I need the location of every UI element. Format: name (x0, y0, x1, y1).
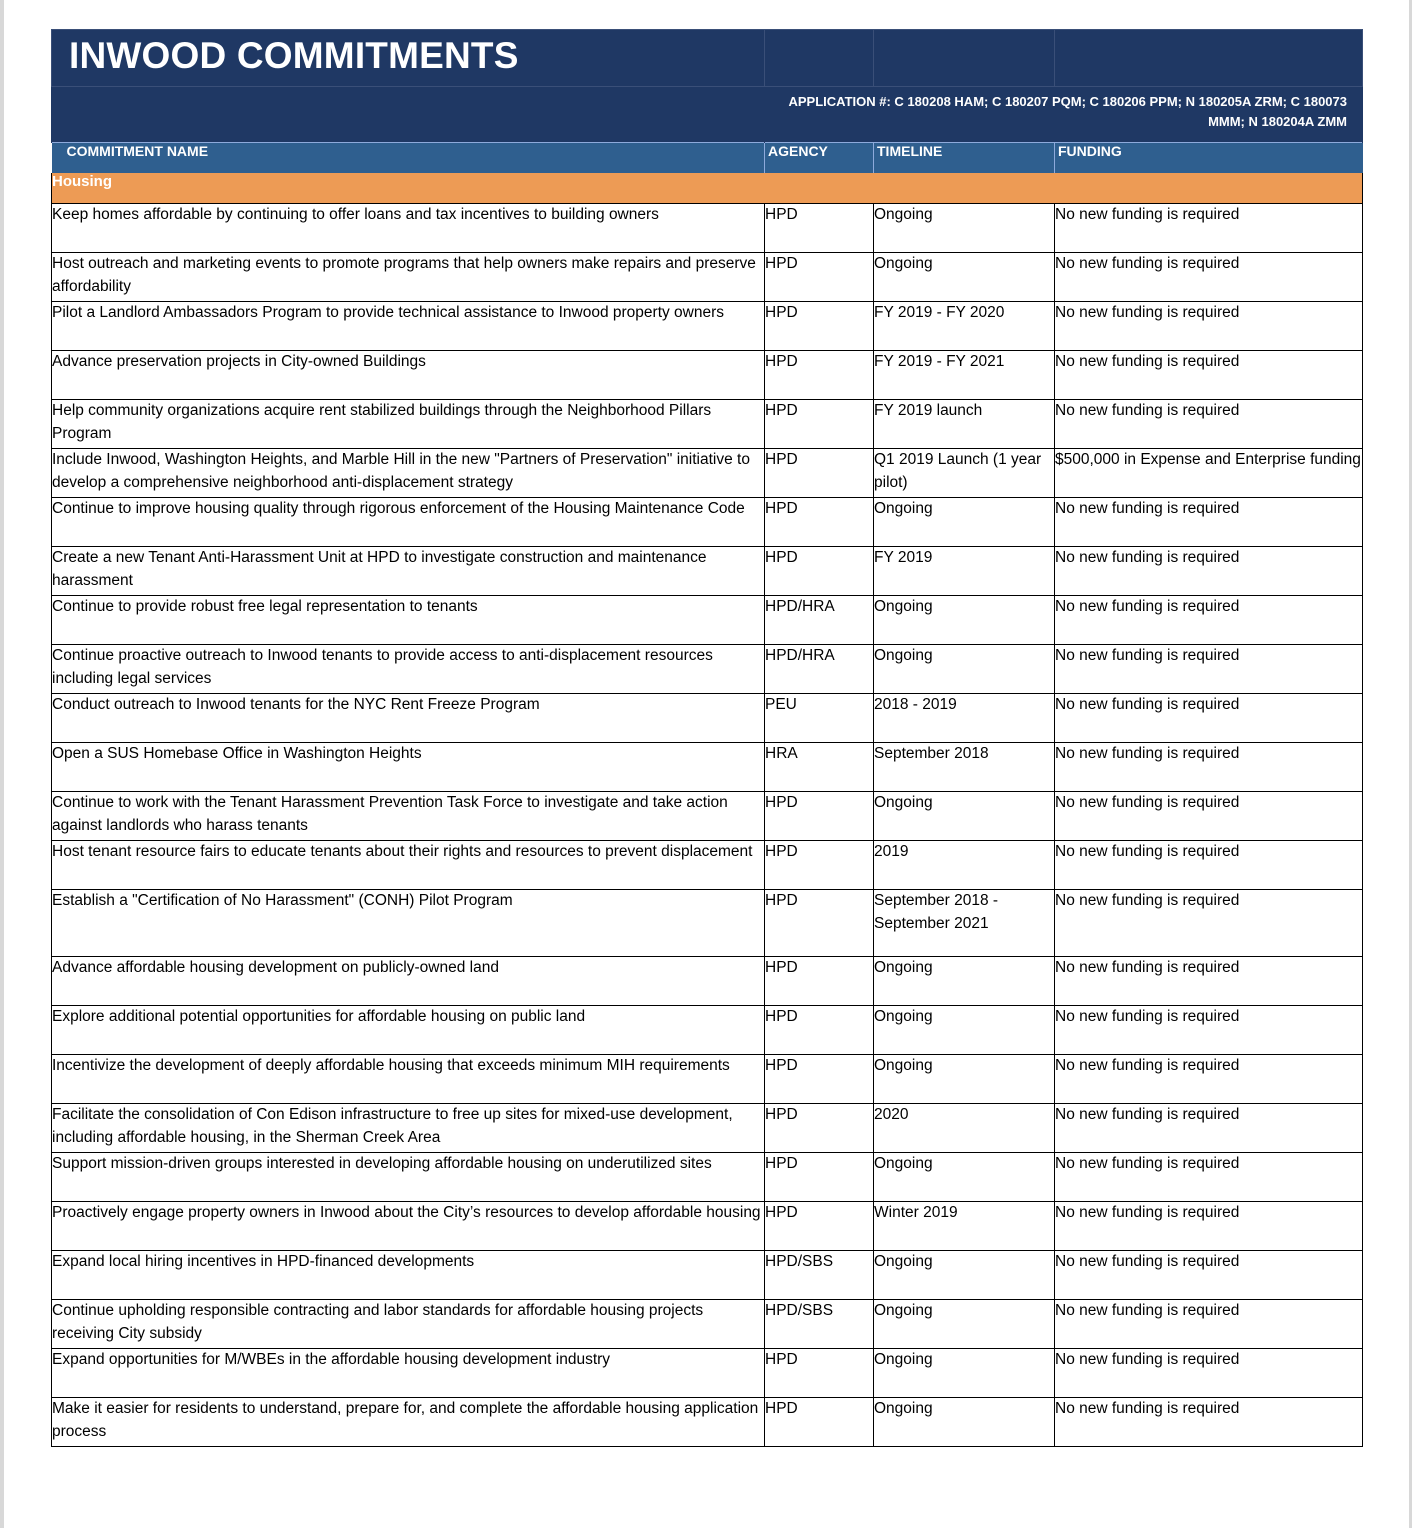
table-row (52, 792, 1363, 841)
funding-cell: No new funding is required (1055, 890, 1363, 957)
agency-cell: HPD (765, 302, 874, 351)
table-row (52, 1202, 1363, 1251)
timeline-cell: Ongoing (874, 1398, 1055, 1447)
timeline-cell: FY 2019 - FY 2020 (874, 302, 1055, 351)
agency-cell: HPD (765, 1006, 874, 1055)
funding-cell: No new funding is required (1055, 547, 1363, 596)
agency-cell: HPD (765, 204, 874, 253)
table-row (52, 498, 1363, 547)
table-row (52, 1006, 1363, 1055)
commitment-name-cell: Explore additional potential opportunities for affordable housing on public land (52, 1006, 765, 1055)
timeline-cell: Ongoing (874, 596, 1055, 645)
commitment-name-cell: Advance affordable housing development on publicly-owned land (52, 957, 765, 1006)
agency-cell: HPD (765, 957, 874, 1006)
funding-cell: No new funding is required (1055, 204, 1363, 253)
column-header-funding: FUNDING (1055, 143, 1363, 174)
funding-cell: No new funding is required (1055, 1300, 1363, 1349)
timeline-cell: FY 2019 - FY 2021 (874, 351, 1055, 400)
timeline-cell: Ongoing (874, 957, 1055, 1006)
section-label: Housing (52, 173, 1363, 204)
agency-cell: HPD (765, 400, 874, 449)
funding-cell: No new funding is required (1055, 596, 1363, 645)
agency-cell: HPD (765, 1104, 874, 1153)
commitment-name-cell: Make it easier for residents to understand, prepare for, and complete the affordable housing application process (52, 1398, 765, 1447)
funding-cell: No new funding is required (1055, 498, 1363, 547)
table-row (52, 645, 1363, 694)
application-numbers: APPLICATION #: C 180208 HAM; C 180207 PQM; C 180206 PPM; N 180205A ZRM; C 180073 MMM; N 180204A ZMM (765, 87, 1363, 143)
commitment-name-cell: Support mission-driven groups interested in developing affordable housing on underutilized sites (52, 1153, 765, 1202)
commitment-name-cell: Advance preservation projects in City-owned Buildings (52, 351, 765, 400)
table-row (52, 1251, 1363, 1300)
funding-cell: No new funding is required (1055, 957, 1363, 1006)
column-header-row (52, 143, 1363, 174)
table-row (52, 694, 1363, 743)
agency-cell: PEU (765, 694, 874, 743)
timeline-cell: Ongoing (874, 792, 1055, 841)
commitment-name-cell: Expand local hiring incentives in HPD-financed developments (52, 1251, 765, 1300)
timeline-cell: 2020 (874, 1104, 1055, 1153)
commitment-name-cell: Continue to provide robust free legal representation to tenants (52, 596, 765, 645)
timeline-cell: Winter 2019 (874, 1202, 1055, 1251)
funding-cell: No new funding is required (1055, 400, 1363, 449)
commitment-name-cell: Continue to work with the Tenant Harassment Prevention Task Force to investigate and take action against landlords who harass tenants (52, 792, 765, 841)
commitment-name-cell: Pilot a Landlord Ambassadors Program to provide technical assistance to Inwood property owners (52, 302, 765, 351)
table-row (52, 351, 1363, 400)
agency-cell: HRA (765, 743, 874, 792)
commitment-name-cell: Keep homes affordable by continuing to offer loans and tax incentives to building owners (52, 204, 765, 253)
commitment-name-cell: Continue proactive outreach to Inwood tenants to provide access to anti-displacement resources including legal services (52, 645, 765, 694)
table-row (52, 1349, 1363, 1398)
commitment-name-cell: Facilitate the consolidation of Con Edison infrastructure to free up sites for mixed-use development, including affordable housing, in the Sherman Creek Area (52, 1104, 765, 1153)
agency-cell: HPD (765, 1202, 874, 1251)
column-header-timeline: TIMELINE (874, 143, 1055, 174)
timeline-cell: Ongoing (874, 1251, 1055, 1300)
table-row (52, 449, 1363, 498)
commitment-name-cell: Proactively engage property owners in Inwood about the City’s resources to develop affordable housing (52, 1202, 765, 1251)
timeline-cell: FY 2019 (874, 547, 1055, 596)
commitment-name-cell: Include Inwood, Washington Heights, and Marble Hill in the new "Partners of Preservation" initiative to develop a comprehensive neighborhood anti-displacement strategy (52, 449, 765, 498)
agency-cell: HPD (765, 1349, 874, 1398)
funding-cell: No new funding is required (1055, 1349, 1363, 1398)
title-row (52, 30, 1363, 87)
agency-cell: HPD (765, 498, 874, 547)
application-row (52, 87, 1363, 143)
commitment-name-cell: Continue to improve housing quality through rigorous enforcement of the Housing Maintenance Code (52, 498, 765, 547)
agency-cell: HPD (765, 1055, 874, 1104)
funding-cell: No new funding is required (1055, 1251, 1363, 1300)
agency-cell: HPD/SBS (765, 1251, 874, 1300)
agency-cell: HPD (765, 890, 874, 957)
table-row (52, 1104, 1363, 1153)
funding-cell: No new funding is required (1055, 1153, 1363, 1202)
title-blank-cell (765, 30, 874, 87)
table-row (52, 1300, 1363, 1349)
table-row (52, 596, 1363, 645)
agency-cell: HPD/SBS (765, 1300, 874, 1349)
window-left-edge (0, 0, 4, 1528)
table-row (52, 1055, 1363, 1104)
commitment-name-cell: Conduct outreach to Inwood tenants for the NYC Rent Freeze Program (52, 694, 765, 743)
funding-cell: No new funding is required (1055, 645, 1363, 694)
commitment-name-cell: Continue upholding responsible contracting and labor standards for affordable housing projects receiving City subsidy (52, 1300, 765, 1349)
timeline-cell: September 2018 (874, 743, 1055, 792)
table-row (52, 302, 1363, 351)
funding-cell: No new funding is required (1055, 1006, 1363, 1055)
funding-cell: No new funding is required (1055, 1398, 1363, 1447)
agency-cell: HPD (765, 1153, 874, 1202)
timeline-cell: 2019 (874, 841, 1055, 890)
table-row (52, 1398, 1363, 1447)
funding-cell: No new funding is required (1055, 1202, 1363, 1251)
funding-cell: No new funding is required (1055, 1104, 1363, 1153)
timeline-cell: Ongoing (874, 1300, 1055, 1349)
funding-cell: No new funding is required (1055, 694, 1363, 743)
title-blank-cell (1055, 30, 1363, 87)
agency-cell: HPD (765, 449, 874, 498)
agency-cell: HPD (765, 792, 874, 841)
table-row (52, 841, 1363, 890)
section-row (52, 173, 1363, 204)
table-row (52, 1153, 1363, 1202)
timeline-cell: Ongoing (874, 1055, 1055, 1104)
timeline-cell: 2018 - 2019 (874, 694, 1055, 743)
timeline-cell: Ongoing (874, 204, 1055, 253)
table-row (52, 547, 1363, 596)
timeline-cell: Ongoing (874, 498, 1055, 547)
agency-cell: HPD/HRA (765, 596, 874, 645)
agency-cell: HPD (765, 841, 874, 890)
table-row (52, 957, 1363, 1006)
funding-cell: No new funding is required (1055, 792, 1363, 841)
column-header-name: COMMITMENT NAME (52, 143, 765, 174)
funding-cell: No new funding is required (1055, 743, 1363, 792)
funding-cell: No new funding is required (1055, 1055, 1363, 1104)
agency-cell: HPD (765, 1398, 874, 1447)
funding-cell: No new funding is required (1055, 253, 1363, 302)
commitment-name-cell: Expand opportunities for M/WBEs in the affordable housing development industry (52, 1349, 765, 1398)
agency-cell: HPD (765, 253, 874, 302)
commitment-name-cell: Incentivize the development of deeply affordable housing that exceeds minimum MIH requirements (52, 1055, 765, 1104)
table-row (52, 743, 1363, 792)
agency-cell: HPD (765, 351, 874, 400)
timeline-cell: Ongoing (874, 1006, 1055, 1055)
document-title: INWOOD COMMITMENTS (52, 30, 765, 87)
commitment-name-cell: Create a new Tenant Anti-Harassment Unit at HPD to investigate construction and maintenance harassment (52, 547, 765, 596)
timeline-cell: Ongoing (874, 645, 1055, 694)
application-blank-cell (52, 87, 765, 143)
table-row (52, 253, 1363, 302)
commitment-name-cell: Help community organizations acquire rent stabilized buildings through the Neighborhood Pillars Program (52, 400, 765, 449)
timeline-cell: September 2018 - September 2021 (874, 890, 1055, 957)
timeline-cell: FY 2019 launch (874, 400, 1055, 449)
commitment-name-cell: Open a SUS Homebase Office in Washington Heights (52, 743, 765, 792)
timeline-cell: Ongoing (874, 253, 1055, 302)
timeline-cell: Q1 2019 Launch (1 year pilot) (874, 449, 1055, 498)
funding-cell: No new funding is required (1055, 841, 1363, 890)
commitment-name-cell: Host tenant resource fairs to educate tenants about their rights and resources to prevent displacement (52, 841, 765, 890)
commitment-name-cell: Establish a "Certification of No Harassment" (CONH) Pilot Program (52, 890, 765, 957)
title-blank-cell (874, 30, 1055, 87)
funding-cell: No new funding is required (1055, 302, 1363, 351)
column-header-agency: AGENCY (765, 143, 874, 174)
agency-cell: HPD/HRA (765, 645, 874, 694)
timeline-cell: Ongoing (874, 1349, 1055, 1398)
commitments-table (51, 29, 1363, 1447)
agency-cell: HPD (765, 547, 874, 596)
timeline-cell: Ongoing (874, 1153, 1055, 1202)
commitment-name-cell: Host outreach and marketing events to promote programs that help owners make repairs and preserve affordability (52, 253, 765, 302)
table-row (52, 890, 1363, 957)
table-row (52, 204, 1363, 253)
funding-cell: No new funding is required (1055, 351, 1363, 400)
funding-cell: $500,000 in Expense and Enterprise funding (1055, 449, 1363, 498)
table-row (52, 400, 1363, 449)
